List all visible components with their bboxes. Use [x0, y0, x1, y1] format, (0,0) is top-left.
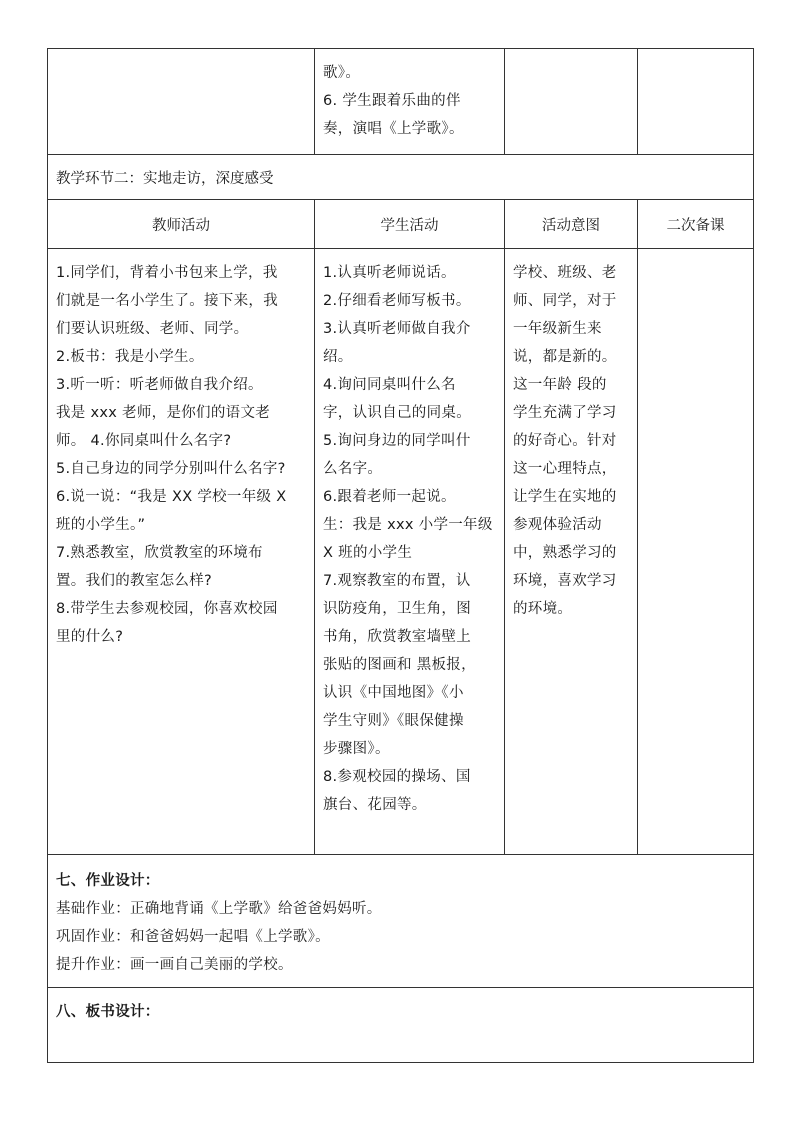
- teacher-activity-header: 教师活动: [48, 200, 315, 249]
- student-activity-cell: [315, 249, 505, 855]
- student-activity-line: 6.跟着老师一起说。: [323, 489, 456, 505]
- student-activity-header: 学生活动: [315, 200, 505, 249]
- stage-two-title: [48, 155, 754, 200]
- student-activity-line: 旗台、花园等。: [323, 797, 427, 813]
- teacher-activity-line: 2.板书：我是小学生。: [56, 349, 204, 365]
- activity-purpose-header: 活动意图: [505, 200, 638, 249]
- student-activity-line: 书角，欣赏教室墙壁上: [323, 629, 471, 645]
- student-activity-line: 步骤图》。: [323, 741, 390, 757]
- teacher-activity-line: 7.熟悉教室，欣赏教室的环境布: [56, 545, 263, 561]
- activity-purpose-line: 让学生在实地的: [513, 489, 617, 505]
- teacher-activity-line: 1.同学们，背着小书包来上学，我: [56, 265, 278, 281]
- student-activity-line: 么名字。: [323, 461, 383, 477]
- activity-purpose-line: 学校、班级、老: [513, 265, 617, 281]
- previous-stage-row: [48, 49, 754, 155]
- student-line: 奏，演唱《上学歌》。: [323, 121, 464, 137]
- purpose-cell-prev: [505, 49, 638, 155]
- homework-section: [48, 855, 754, 988]
- activity-purpose-cell: [505, 249, 638, 855]
- activity-purpose-line: 这一心理特点，: [513, 461, 617, 477]
- second-prep-cell-prev: [638, 49, 754, 155]
- activity-purpose-line: 一年级新生来: [513, 321, 602, 337]
- student-activity-line: 1.认真听老师说话。: [323, 265, 456, 281]
- teacher-activity-line: 们要认识班级、老师、同学。: [56, 321, 249, 337]
- teacher-activity-line: 3.听一听：听老师做自我介绍。: [56, 377, 263, 393]
- teacher-activity-line: 我是 xxx 老师，是你们的语文老: [56, 405, 271, 421]
- student-activity-line: 绍。: [323, 349, 353, 365]
- activity-purpose-line: 中，熟悉学习的: [513, 545, 617, 561]
- student-line: 歌》。: [323, 65, 361, 81]
- homework-row: [48, 855, 754, 988]
- homework-basic: 基础作业：正确地背诵《上学歌》给爸爸妈妈听。: [56, 901, 382, 917]
- second-prep-header: 二次备课: [638, 200, 754, 249]
- board-design-section: [48, 988, 754, 1063]
- student-activity-line: 8.参观校园的操场、国: [323, 769, 471, 785]
- student-activity-line: 7.观察教室的布置，认: [323, 573, 471, 589]
- student-activity-line: 张贴的图画和 黑板报，: [323, 657, 476, 673]
- teacher-activity-cell: [48, 249, 315, 855]
- teacher-activity-line: 里的什么?: [56, 629, 124, 645]
- activity-purpose-line: 参观体验活动: [513, 517, 602, 533]
- student-activity-line: 识防疫角，卫生角，图: [323, 601, 471, 617]
- teacher-activity-line: 置。我们的教室怎么样?: [56, 573, 212, 589]
- teacher-activity-line: 师。 4.你同桌叫什么名字?: [56, 433, 232, 449]
- teacher-activity-line: 6.说一说：“我是 XX 学校一年级 X: [56, 489, 287, 505]
- student-line: 6. 学生跟着乐曲的伴: [323, 93, 461, 109]
- teacher-activity-line: 5.自己身边的同学分别叫什么名字?: [56, 461, 286, 477]
- student-activity-line: 认识《中国地图》《小: [323, 685, 464, 701]
- homework-title: 七、作业设计：: [56, 873, 160, 889]
- student-activity-line: 生：我是 xxx 小学一年级: [323, 517, 493, 533]
- student-activity-line: 4.询问同桌叫什么名: [323, 377, 456, 393]
- teacher-activity-line: 班的小学生。”: [56, 517, 146, 533]
- column-header-row: [48, 200, 754, 249]
- student-cell-prev: [315, 49, 505, 155]
- lesson-plan-table: [47, 48, 754, 1063]
- teacher-cell-prev: [48, 49, 315, 155]
- student-activity-line: 2.仔细看老师写板书。: [323, 293, 471, 309]
- activity-purpose-line: 环境，喜欢学习: [513, 573, 617, 589]
- activity-purpose-line: 学生充满了学习: [513, 405, 617, 421]
- student-activity-line: 学生守则》《眼保健操: [323, 713, 464, 729]
- teacher-activity-line: 8.带学生去参观校园，你喜欢校园: [56, 601, 278, 617]
- activity-purpose-line: 这一年龄 段的: [513, 377, 607, 393]
- stage-two-row: [48, 155, 754, 200]
- activity-body-row: [48, 249, 754, 855]
- stage-two-label: 教学环节二：实地走访，深度感受: [56, 170, 274, 187]
- activity-purpose-line: 说，都是新的。: [513, 349, 617, 365]
- second-prep-cell: [638, 249, 754, 855]
- board-design-row: [48, 988, 754, 1063]
- activity-purpose-line: 的环境。: [513, 601, 573, 617]
- student-activity-line: X 班的小学生: [323, 545, 413, 561]
- activity-purpose-line: 师、同学，对于: [513, 293, 617, 309]
- homework-advanced: 提升作业：画一画自己美丽的学校。: [56, 957, 293, 973]
- board-design-title: 八、板书设计：: [56, 1004, 160, 1020]
- teacher-activity-line: 们就是一名小学生了。接下来，我: [56, 293, 278, 309]
- homework-consolidate: 巩固作业：和爸爸妈妈一起唱《上学歌》。: [56, 929, 330, 945]
- student-activity-line: 3.认真听老师做自我介: [323, 321, 471, 337]
- student-activity-line: 字，认识自己的同桌。: [323, 405, 471, 421]
- student-activity-line: 5.询问身边的同学叫什: [323, 433, 471, 449]
- activity-purpose-line: 的好奇心。针对: [513, 433, 617, 449]
